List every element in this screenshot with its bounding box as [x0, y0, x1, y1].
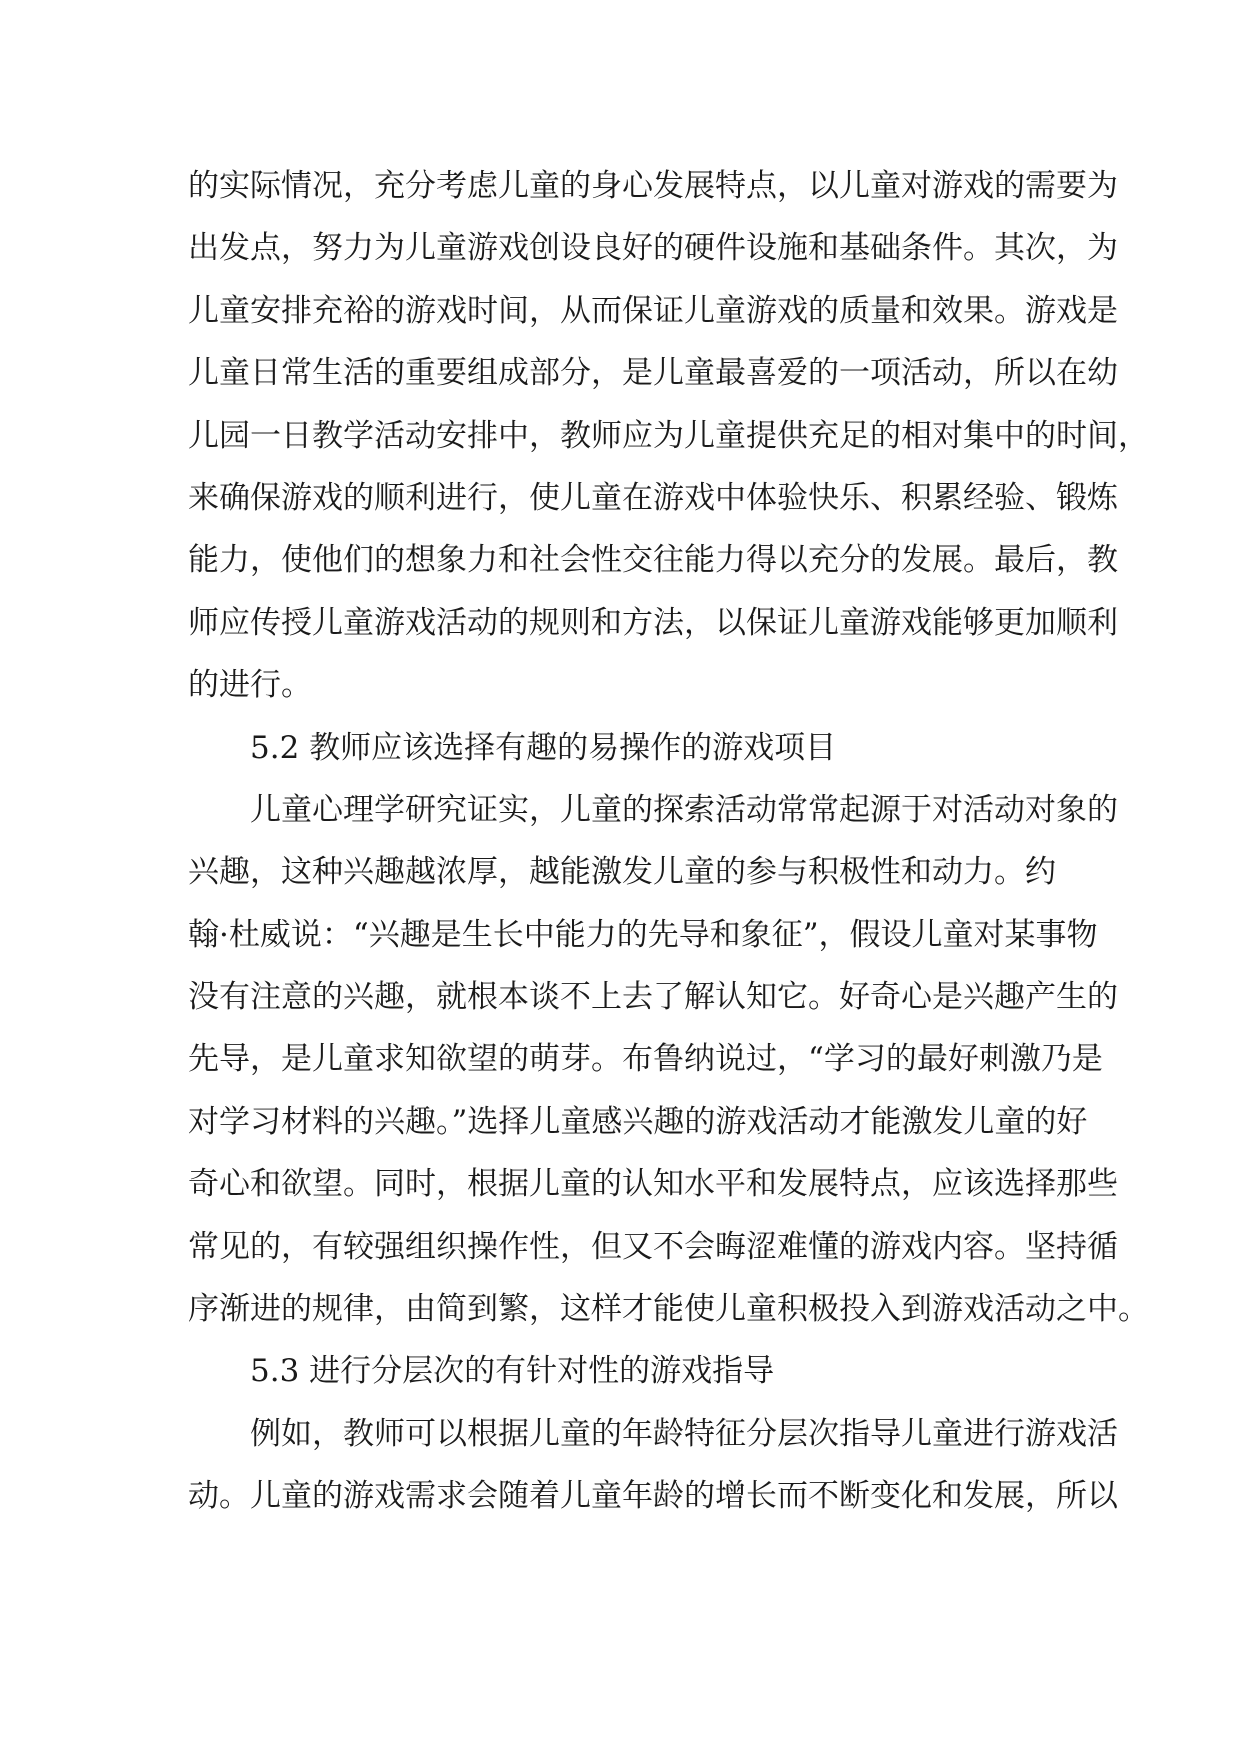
paragraph-line: 常见的，有较强组织操作性，但又不会晦涩难懂的游戏内容。坚持循: [188, 1228, 1118, 1265]
paragraph-guidance: [188, 1403, 1118, 1528]
paragraph-line: 对学习材料的兴趣。”选择儿童感兴趣的游戏活动才能激发儿童的好: [188, 1103, 1088, 1140]
paragraph-line: 兴趣，这种兴趣越浓厚，越能激发儿童的参与积极性和动力。约: [188, 854, 1056, 891]
document-body: [188, 155, 1149, 1528]
paragraph-interest: [188, 779, 1149, 1341]
paragraph-line: 的进行。: [188, 667, 312, 704]
paragraph-line: 先导，是儿童求知欲望的萌芽。布鲁纳说过，“学习的最好刺激乃是: [188, 1041, 1103, 1078]
paragraph-line: 序渐进的规律，由简到繁，这样才能使儿童积极投入到游戏活动之中。: [188, 1291, 1149, 1328]
paragraph-line: 来确保游戏的顺利进行，使儿童在游戏中体验快乐、积累经验、锻炼: [188, 479, 1118, 516]
paragraph-line: 奇心和欲望。同时，根据儿童的认知水平和发展特点，应该选择那些: [188, 1166, 1118, 1203]
section-heading-5-2: 5.2 教师应该选择有趣的易操作的游戏项目: [250, 729, 837, 766]
paragraph-line: 动。儿童的游戏需求会随着儿童年龄的增长而不断变化和发展，所以: [188, 1478, 1118, 1515]
paragraph-line: 出发点，努力为儿童游戏创设良好的硬件设施和基础条件。其次，为: [188, 230, 1118, 267]
paragraph-line: 能力，使他们的想象力和社会性交往能力得以充分的发展。最后，教: [188, 542, 1118, 579]
paragraph-line: 的实际情况，充分考虑儿童的身心发展特点，以儿童对游戏的需要为: [188, 168, 1118, 204]
paragraph-facilities: [188, 155, 1149, 717]
section-heading-5-3: 5.3 进行分层次的有针对性的游戏指导: [250, 1353, 775, 1390]
paragraph-line: 翰·杜威说：“兴趣是生长中能力的先导和象征”，假设儿童对某事物: [188, 916, 1098, 953]
paragraph-line: 没有注意的兴趣，就根本谈不上去了解认知它。好奇心是兴趣产生的: [188, 979, 1118, 1016]
paragraph-line: 儿童心理学研究证实，儿童的探索活动常常起源于对活动对象的: [250, 791, 1118, 828]
paragraph-line: 儿童安排充裕的游戏时间，从而保证儿童游戏的质量和效果。游戏是: [188, 292, 1118, 329]
paragraph-line: 师应传授儿童游戏活动的规则和方法，以保证儿童游戏能够更加顺利: [188, 604, 1118, 641]
paragraph-line: 儿园一日教学活动安排中，教师应为儿童提供充足的相对集中的时间，: [188, 417, 1149, 454]
paragraph-line: 儿童日常生活的重要组成部分，是儿童最喜爱的一项活动，所以在幼: [188, 355, 1118, 392]
paragraph-line: 例如，教师可以根据儿童的年龄特征分层次指导儿童进行游戏活: [250, 1415, 1118, 1452]
